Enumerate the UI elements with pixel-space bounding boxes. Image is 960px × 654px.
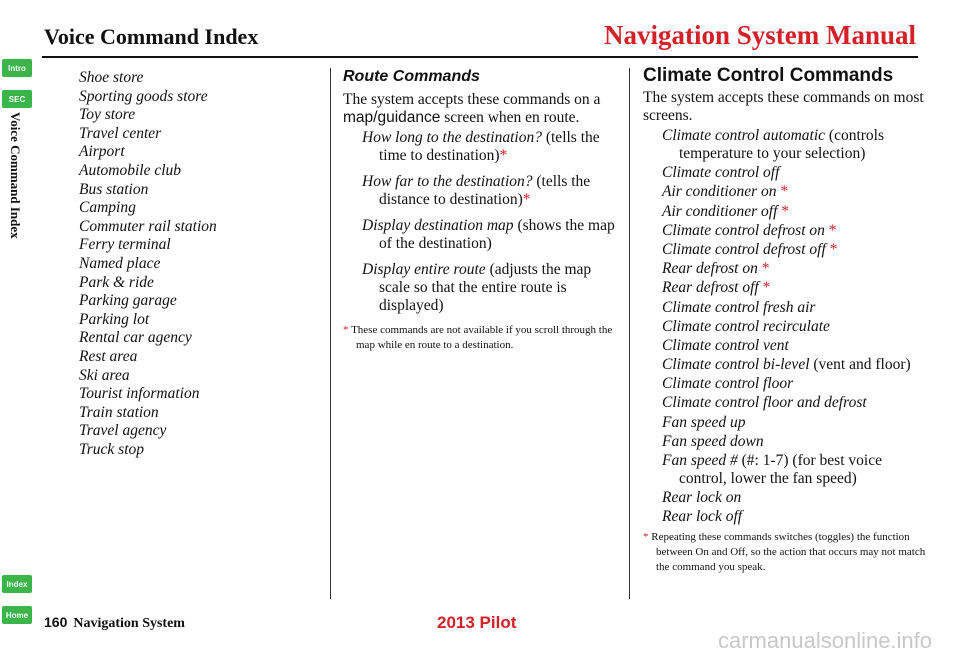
manual-title: Navigation System Manual xyxy=(603,20,916,50)
footnote-asterisk: * xyxy=(343,324,349,336)
command-phrase: Climate control recirculate xyxy=(662,317,830,335)
footnote-text: Repeating these commands switches (toggles) the function between On and Off, so the action that occurs may not match the command you speak. xyxy=(651,531,926,574)
footnote-asterisk: * xyxy=(499,147,508,164)
climate-command-item xyxy=(643,433,933,451)
climate-command-item xyxy=(643,260,933,278)
route-intro-text: The system accepts these commands on a xyxy=(343,91,601,108)
climate-command-item xyxy=(643,164,933,182)
command-phrase: Display destination map xyxy=(362,217,514,234)
list-item: Named place xyxy=(79,254,161,272)
model-year-label: 2013 Pilot xyxy=(437,613,517,632)
command-note: (controls temperature to your selection) xyxy=(679,127,885,162)
command-phrase: Climate control defrost on xyxy=(662,221,825,239)
command-phrase: Climate control fresh air xyxy=(662,298,816,316)
map-guidance-screen-name: map/guidance xyxy=(343,109,441,126)
list-item: Tourist information xyxy=(79,385,200,403)
climate-command-item xyxy=(643,127,933,163)
route-commands-section xyxy=(343,68,621,353)
footnote-asterisk: * xyxy=(522,191,531,208)
footnote-asterisk: * xyxy=(761,260,770,278)
climate-command-item xyxy=(643,299,933,317)
list-item: Parking garage xyxy=(79,292,177,310)
site-watermark: carmanualsonline.info xyxy=(718,628,933,653)
column-divider xyxy=(330,68,331,599)
route-footnote xyxy=(343,323,621,353)
command-phrase: Climate control floor and defrost xyxy=(662,394,867,412)
section-side-label: Voice Command Index xyxy=(8,112,23,239)
climate-command-item xyxy=(643,356,933,374)
footnote-text: These commands are not available if you scroll through the map while en route to a destination. xyxy=(351,324,613,351)
command-phrase: Fan speed # xyxy=(662,452,738,469)
place-category-list xyxy=(79,69,217,459)
command-phrase: Fan speed up xyxy=(662,413,746,431)
route-command-item xyxy=(343,217,621,253)
command-phrase: How far to the destination? xyxy=(362,173,533,190)
list-item: Toy store xyxy=(79,106,136,124)
list-item: Automobile club xyxy=(79,161,182,179)
footer-section-label: Navigation System xyxy=(73,616,185,631)
list-item: Travel center xyxy=(79,124,162,142)
command-phrase: Rear defrost on xyxy=(662,260,758,278)
command-phrase: Rear lock on xyxy=(662,489,742,507)
climate-command-item xyxy=(643,183,933,201)
footnote-asterisk: * xyxy=(762,279,771,297)
climate-command-item xyxy=(643,203,933,221)
climate-commands-heading: Climate Control Commands xyxy=(643,65,894,86)
list-item: Rest area xyxy=(79,347,138,365)
list-item: Shoe store xyxy=(79,69,144,86)
list-item: Truck stop xyxy=(79,440,145,458)
command-phrase: Climate control floor xyxy=(662,375,794,393)
sec-tab-button[interactable]: SEC xyxy=(2,90,32,108)
list-item: Camping xyxy=(79,199,136,217)
climate-command-item xyxy=(643,337,933,355)
command-phrase: Climate control defrost off xyxy=(662,240,826,258)
list-item: Ferry terminal xyxy=(79,236,171,254)
command-phrase: Fan speed down xyxy=(662,432,764,450)
footnote-asterisk: * xyxy=(643,531,649,544)
command-phrase: Air conditioner off xyxy=(662,202,778,220)
home-tab-button[interactable]: Home xyxy=(2,606,32,624)
list-item: Travel agency xyxy=(79,422,167,440)
command-phrase: Display entire route xyxy=(362,261,486,278)
climate-command-item xyxy=(643,222,933,240)
list-item: Ski area xyxy=(79,366,130,384)
index-tab-button[interactable]: Index xyxy=(2,575,32,593)
list-item: Rental car agency xyxy=(79,329,192,347)
list-item: Airport xyxy=(79,143,125,161)
intro-tab-button[interactable]: Intro xyxy=(2,59,32,77)
climate-command-item xyxy=(643,508,933,526)
climate-command-item xyxy=(643,279,933,297)
command-note: (#: 1-7) (for best voice control, lower the fan speed) xyxy=(679,452,882,487)
command-note: (adjusts the map scale so that the entire route is displayed) xyxy=(379,261,592,314)
climate-command-item xyxy=(643,414,933,432)
route-intro-text-end: screen when en route. xyxy=(444,109,580,126)
command-note: (tells the time to destination) xyxy=(379,129,600,164)
climate-command-item xyxy=(643,489,933,507)
command-phrase: Air conditioner on xyxy=(662,183,777,201)
climate-command-item xyxy=(643,452,933,488)
climate-footnote xyxy=(643,530,933,575)
header-divider xyxy=(42,56,918,58)
route-command-item xyxy=(343,173,621,209)
list-item: Parking lot xyxy=(79,310,150,328)
climate-command-item xyxy=(643,318,933,336)
list-item: Sporting goods store xyxy=(79,87,208,105)
command-phrase: How long to the destination? xyxy=(362,129,542,146)
route-command-item xyxy=(343,129,621,165)
climate-intro: The system accepts these commands on most screens. xyxy=(643,89,924,124)
footnote-asterisk: * xyxy=(829,240,838,258)
climate-command-item xyxy=(643,394,933,412)
command-phrase: Climate control automatic xyxy=(662,127,826,144)
command-note: (tells the distance to destination) xyxy=(379,173,591,208)
command-phrase: Rear lock off xyxy=(662,508,743,526)
list-item: Bus station xyxy=(79,180,149,198)
command-note: (shows the map of the destination) xyxy=(379,217,615,252)
command-phrase: Rear defrost off xyxy=(662,279,759,297)
command-phrase: Climate control bi-level xyxy=(662,356,810,374)
page-title: Voice Command Index xyxy=(44,24,259,49)
list-item: Park & ride xyxy=(79,273,154,291)
route-command-item xyxy=(343,261,621,315)
command-phrase: Climate control off xyxy=(662,164,780,182)
list-item: Train station xyxy=(79,403,159,421)
footnote-asterisk: * xyxy=(781,202,790,220)
footnote-asterisk: * xyxy=(828,221,837,239)
page-footer xyxy=(44,614,185,632)
climate-commands-section xyxy=(643,67,933,575)
command-note: (vent and floor) xyxy=(813,356,911,374)
column-divider xyxy=(629,68,630,599)
list-item: Commuter rail station xyxy=(79,217,217,235)
page-number: 160 xyxy=(44,614,68,630)
climate-command-item xyxy=(643,241,933,259)
footnote-asterisk: * xyxy=(780,183,789,201)
route-intro xyxy=(343,91,621,127)
command-phrase: Climate control vent xyxy=(662,336,789,354)
climate-command-item xyxy=(643,375,933,393)
route-commands-heading: Route Commands xyxy=(343,68,480,85)
